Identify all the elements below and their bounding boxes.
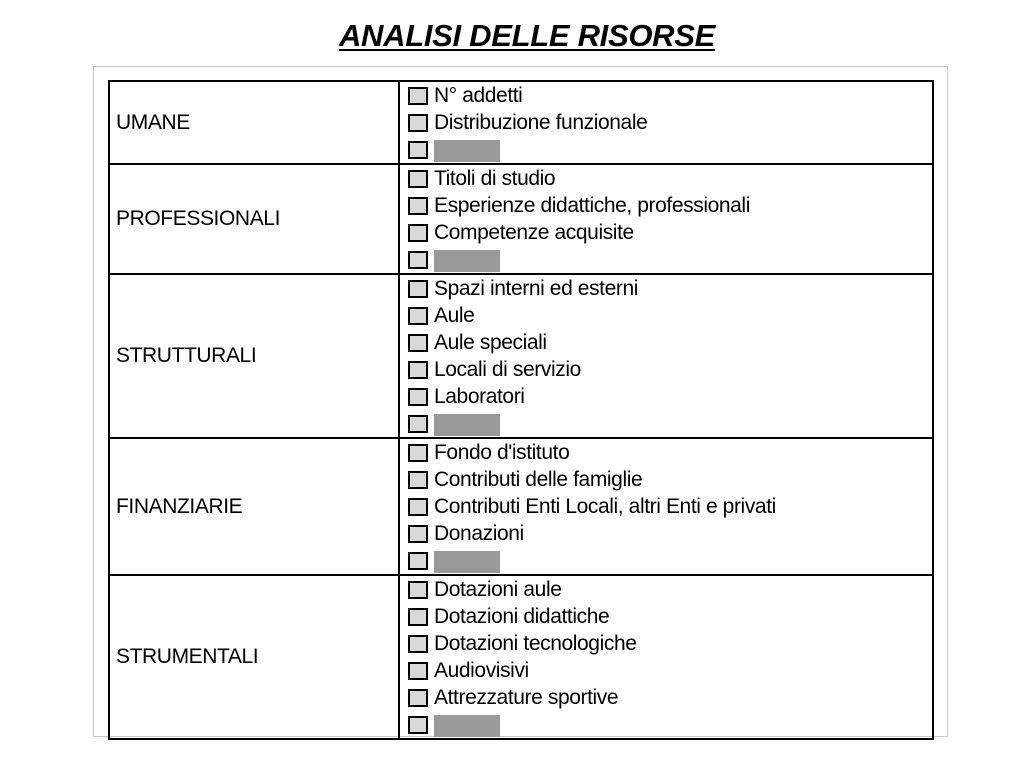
item-label: N° addetti: [434, 83, 523, 107]
list-item: [408, 383, 932, 410]
other-item-row: [408, 136, 932, 163]
checkbox[interactable]: [408, 334, 428, 352]
blank-entry-field[interactable]: [434, 414, 500, 436]
category-label: STRUMENTALI: [110, 576, 400, 738]
list-item: [408, 82, 932, 109]
checkbox[interactable]: [408, 388, 428, 406]
list-item: [408, 603, 932, 630]
checkbox[interactable]: [408, 87, 428, 105]
list-item: [408, 192, 932, 219]
list-item: [408, 576, 932, 603]
checkbox[interactable]: [408, 251, 428, 269]
resource-section: [110, 275, 932, 439]
item-list: [400, 165, 932, 273]
list-item: [408, 466, 932, 493]
checkbox[interactable]: [408, 552, 428, 570]
blank-entry-field[interactable]: [434, 715, 500, 737]
item-label: Donazioni: [434, 521, 524, 545]
item-label: Contributi Enti Locali, altri Enti e privati: [434, 494, 776, 518]
category-label: FINANZIARIE: [110, 439, 400, 574]
page-title: ANALISI DELLE RISORSE: [338, 18, 716, 53]
resource-section: [110, 165, 932, 275]
checkbox[interactable]: [408, 444, 428, 462]
item-list: [400, 576, 932, 738]
blank-entry-field[interactable]: [434, 551, 500, 573]
item-label: Spazi interni ed esterni: [434, 276, 639, 300]
list-item: [408, 630, 932, 657]
category-label: UMANE: [110, 82, 400, 163]
checkbox[interactable]: [408, 471, 428, 489]
item-label: Aule: [434, 303, 475, 327]
checkbox[interactable]: [408, 141, 428, 159]
resource-section: [110, 576, 932, 738]
checkbox[interactable]: [408, 662, 428, 680]
resource-section: [110, 82, 932, 165]
item-list: [400, 275, 932, 437]
list-item: [408, 109, 932, 136]
category-label: STRUTTURALI: [110, 275, 400, 437]
blank-entry-field[interactable]: [434, 250, 500, 272]
list-item: [408, 165, 932, 192]
checkbox[interactable]: [408, 689, 428, 707]
resources-table: [108, 80, 934, 740]
resource-section: [110, 439, 932, 576]
list-item: [408, 219, 932, 246]
item-list: [400, 82, 932, 163]
checkbox[interactable]: [408, 635, 428, 653]
item-label: Competenze acquisite: [434, 220, 634, 244]
blank-entry-field[interactable]: [434, 140, 500, 162]
item-label: Dotazioni didattiche: [434, 604, 610, 628]
category-label: PROFESSIONALI: [110, 165, 400, 273]
item-label: Attrezzature sportive: [434, 685, 619, 709]
checkbox[interactable]: [408, 280, 428, 298]
checkbox[interactable]: [408, 197, 428, 215]
other-item-row: [408, 547, 932, 574]
checkbox[interactable]: [408, 716, 428, 734]
item-label: Aule speciali: [434, 330, 547, 354]
checkbox[interactable]: [408, 307, 428, 325]
item-label: Audiovisivi: [434, 658, 529, 682]
list-item: [408, 439, 932, 466]
item-label: Dotazioni tecnologiche: [434, 631, 637, 655]
item-label: Locali di servizio: [434, 357, 581, 381]
checkbox[interactable]: [408, 415, 428, 433]
checkbox[interactable]: [408, 361, 428, 379]
item-label: Laboratori: [434, 384, 525, 408]
checkbox[interactable]: [408, 498, 428, 516]
checkbox[interactable]: [408, 170, 428, 188]
item-label: Esperienze didattiche, professionali: [434, 193, 750, 217]
list-item: [408, 329, 932, 356]
checkbox[interactable]: [408, 525, 428, 543]
checkbox[interactable]: [408, 114, 428, 132]
other-item-row: [408, 246, 932, 273]
list-item: [408, 657, 932, 684]
item-label: Titoli di studio: [434, 166, 556, 190]
checkbox[interactable]: [408, 581, 428, 599]
item-label: Distribuzione funzionale: [434, 110, 648, 134]
item-label: Dotazioni aule: [434, 577, 562, 601]
item-list: [400, 439, 932, 574]
item-label: Contributi delle famiglie: [434, 467, 643, 491]
list-item: [408, 684, 932, 711]
list-item: [408, 302, 932, 329]
other-item-row: [408, 711, 932, 738]
list-item: [408, 356, 932, 383]
checkbox[interactable]: [408, 224, 428, 242]
checkbox[interactable]: [408, 608, 428, 626]
list-item: [408, 493, 932, 520]
list-item: [408, 520, 932, 547]
other-item-row: [408, 410, 932, 437]
item-label: Fondo d'istituto: [434, 440, 570, 464]
list-item: [408, 275, 932, 302]
